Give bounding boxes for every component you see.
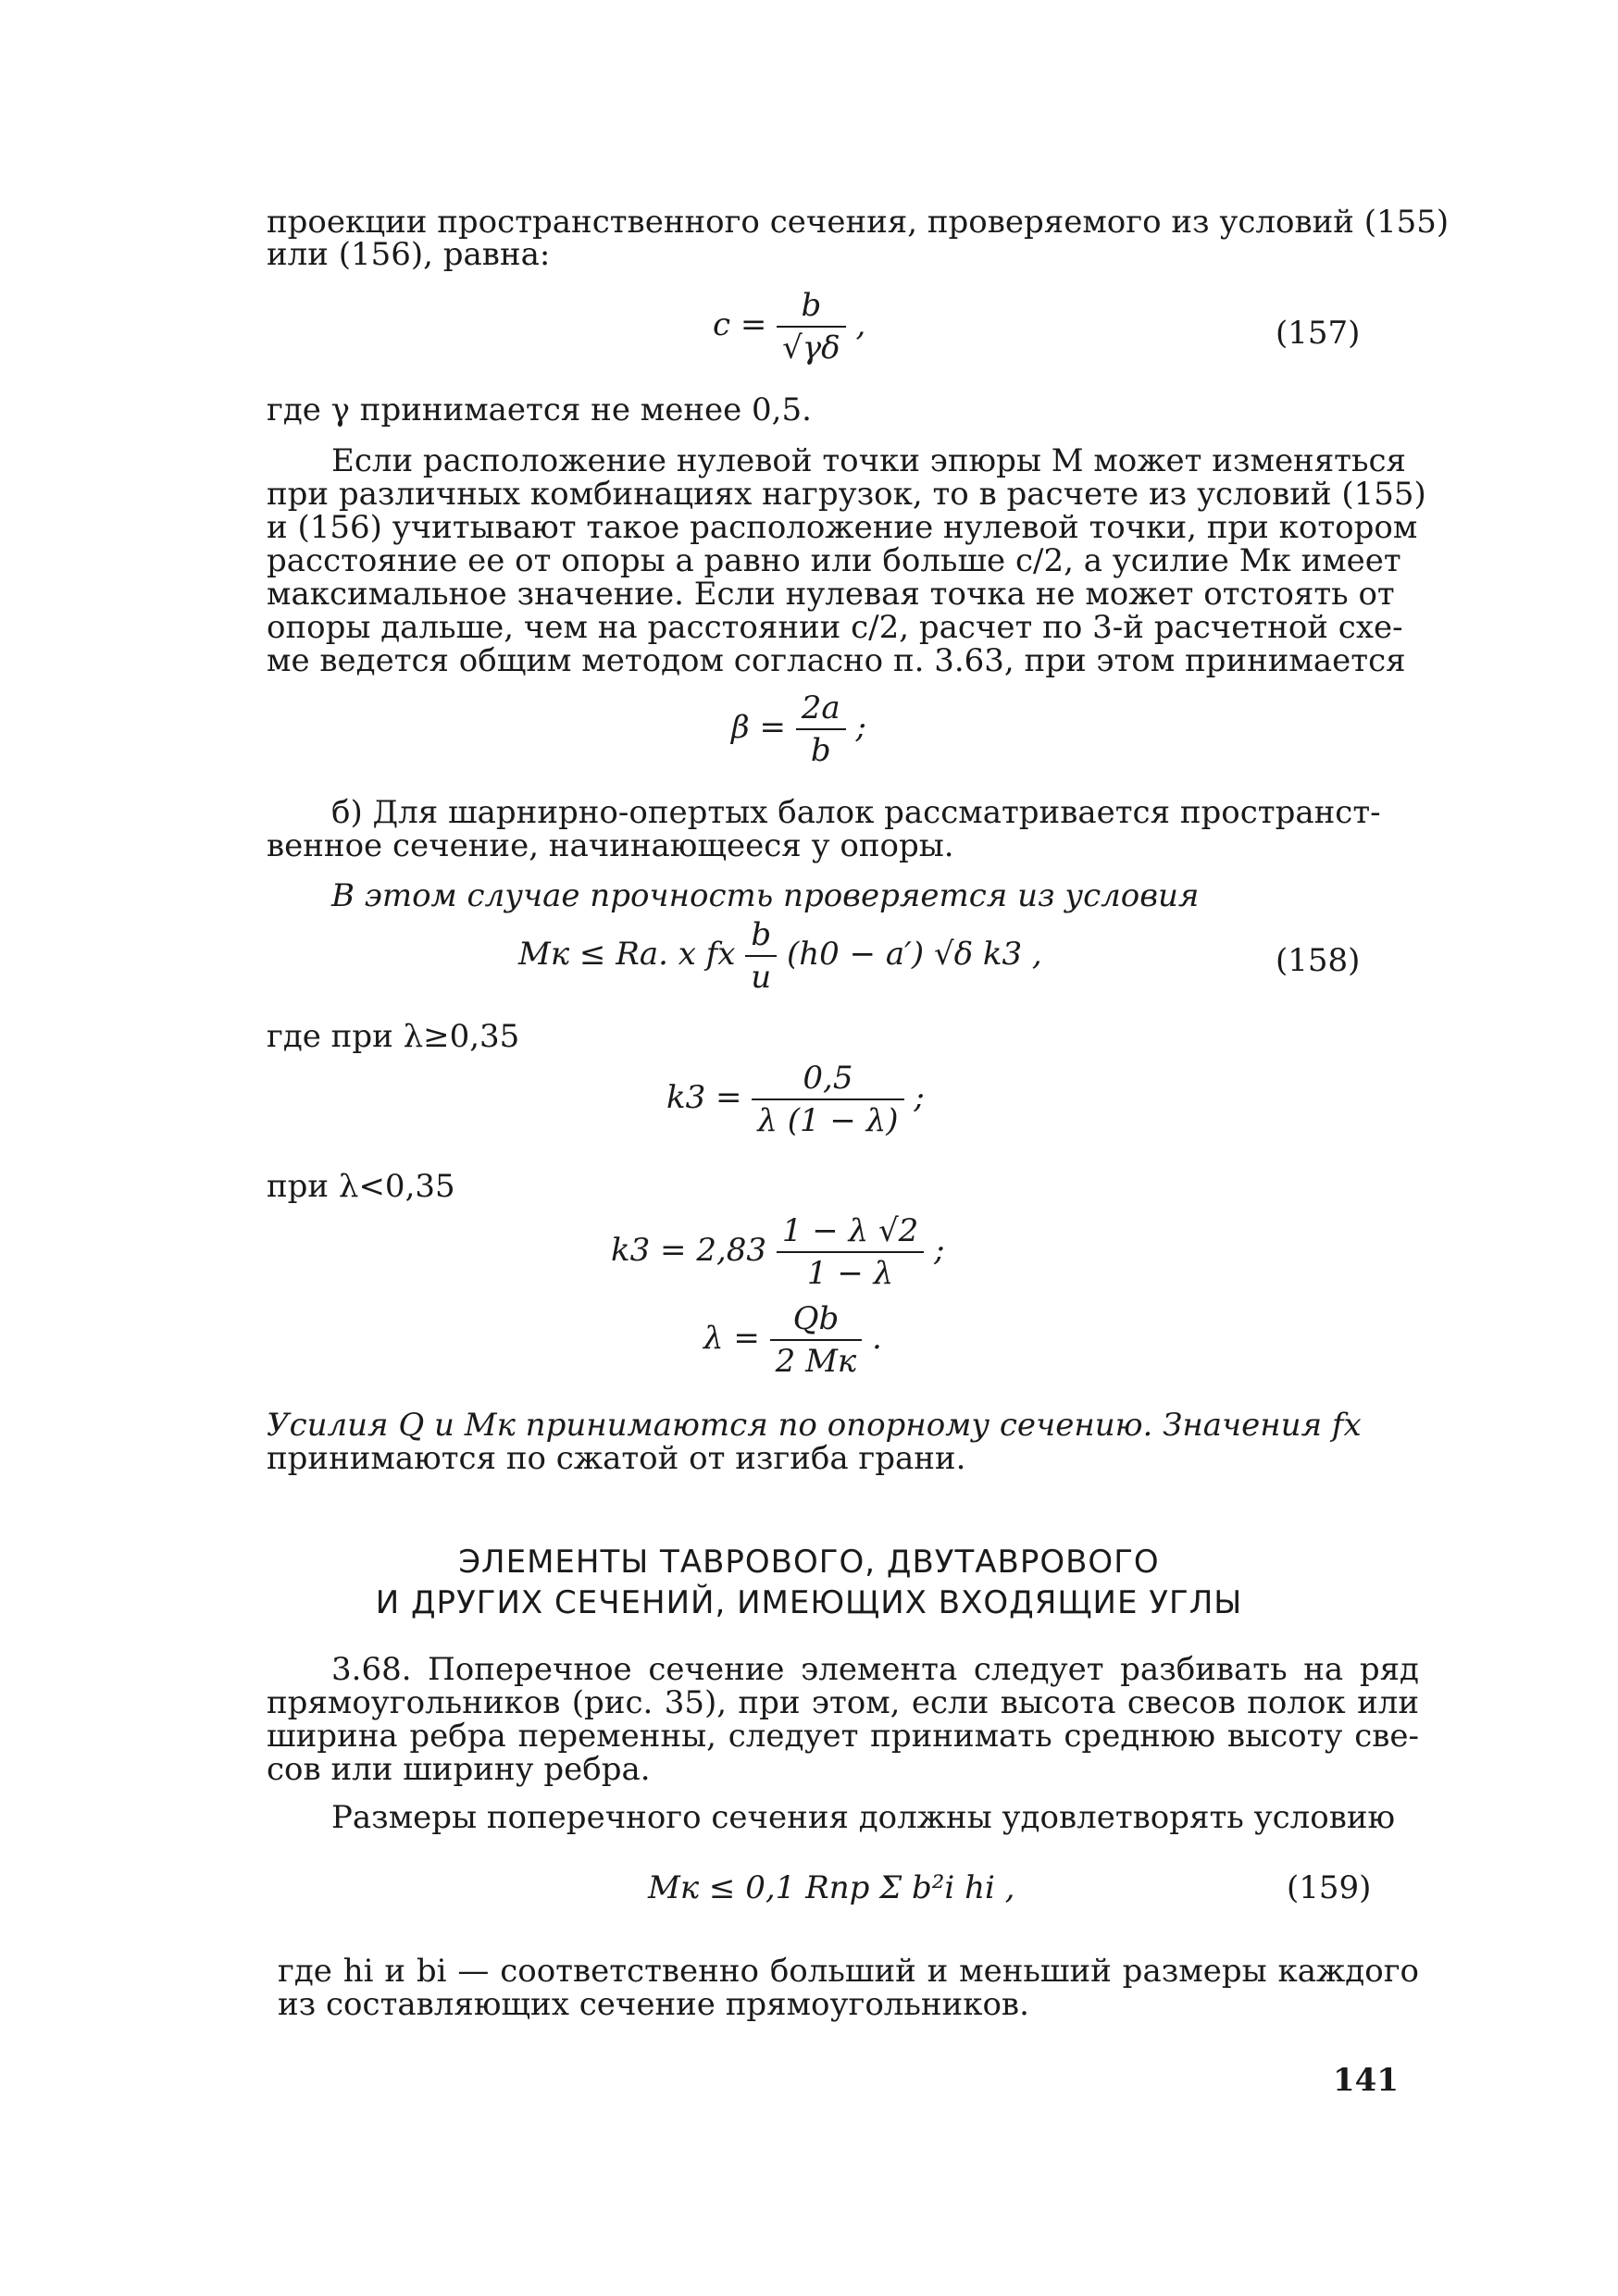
eq-numerator: 1 − λ √2 (777, 1212, 924, 1253)
text-line: ширина ребра переменны, следует принимать среднюю высоту све- (267, 1718, 1419, 1755)
eq-tail: . (872, 1320, 882, 1357)
eq-tail: ; (855, 709, 866, 746)
section-heading-line-1: ЭЛЕМЕНТЫ ТАВРОВОГО, ДВУТАВРОВОГО (458, 1544, 1160, 1581)
eq-numerator: 2a (796, 689, 846, 730)
text-line: Усилия Q и Mк принимаются по опорному сечению. Значения fх (267, 1407, 1362, 1444)
eq-denominator: u (751, 959, 772, 996)
equation-beta (731, 689, 866, 769)
eq-tail: , (855, 306, 866, 343)
eq-denominator: √γδ (782, 329, 840, 366)
eq-fraction (770, 1300, 863, 1380)
eq-numerator: Qb (770, 1300, 863, 1341)
text-line: расстояние ее от опоры a равно или больше c/2, а усилие Mк имеет (267, 542, 1401, 579)
eq-lhs: k3 = 2,83 (611, 1232, 767, 1269)
equation-lambda (703, 1300, 882, 1380)
eq-tail: ; (934, 1232, 945, 1269)
eq-fraction (752, 1060, 903, 1139)
text-line: ме ведется общим методом согласно п. 3.63, при этом принимается (267, 642, 1406, 679)
equation-number: (158) (1276, 942, 1361, 979)
equation-k3a (666, 1060, 925, 1139)
eq-lhs: k3 = (666, 1079, 742, 1116)
eq-fraction (777, 287, 845, 366)
eq-lhs: c = (713, 306, 767, 343)
text-line: где при λ≥0,35 (267, 1018, 520, 1055)
text-line: где hi и bi — соответственно больший и меньший размеры каждого (278, 1953, 1419, 1990)
eq-numerator: b (777, 287, 845, 328)
text-line: при λ<0,35 (267, 1168, 455, 1205)
equation-159: Mк ≤ 0,1 Rпр Σ b²i hi , (648, 1869, 1015, 1906)
text-line: проекции пространственного сечения, проверяемого из условий (155) (267, 204, 1450, 241)
text-line: при различных комбинациях нагрузок, то в расчете из условий (155) (267, 476, 1426, 513)
eq-denominator: 1 − λ (806, 1255, 894, 1292)
eq-fraction (745, 916, 777, 996)
text-line: сов или ширину ребра. (267, 1751, 651, 1788)
page-number: 141 (1333, 2062, 1399, 2099)
text-line: принимаются по сжатой от изгиба грани. (267, 1440, 966, 1477)
text-line: где γ принимается не менее 0,5. (267, 391, 812, 428)
eq-fraction (796, 689, 846, 769)
eq-denominator: b (810, 732, 831, 769)
eq-denominator: λ (1 − λ) (757, 1102, 899, 1139)
text-line: венное сечение, начинающееся у опоры. (267, 827, 954, 864)
equation-number: (159) (1287, 1869, 1372, 1906)
text-line: и (156) учитывают такое расположение нулевой точки, при котором (267, 509, 1418, 546)
text-line: Если расположение нулевой точки эпюры M может изменяться (331, 442, 1406, 479)
equation-158 (518, 916, 1042, 996)
text-line: опоры дальше, чем на расстоянии c/2, расчет по 3-й расчетной схе- (267, 609, 1403, 646)
text-line: б) Для шарнирно-опертых балок рассматривается пространст- (331, 794, 1381, 831)
text-line: прямоугольников (рис. 35), при этом, если высота свесов полок или (267, 1684, 1419, 1721)
eq-lhs: Mк ≤ Rа. х fх (518, 936, 736, 973)
eq-rest: (h0 − a′) √δ k3 , (786, 936, 1042, 973)
eq-lhs: λ = (703, 1320, 760, 1357)
equation-number: (157) (1276, 315, 1361, 352)
equation-157 (713, 287, 865, 366)
text-line: 3.68. Поперечное сечение элемента следует разбивать на ряд (331, 1651, 1419, 1688)
equation-k3b (611, 1212, 945, 1292)
eq-lhs: β = (731, 709, 786, 746)
text-line: или (156), равна: (267, 236, 551, 273)
eq-numerator: b (745, 916, 777, 957)
eq-denominator: 2 Mк (775, 1343, 857, 1380)
eq-fraction (777, 1212, 924, 1292)
eq-numerator: 0,5 (752, 1060, 903, 1100)
text-line: Размеры поперечного сечения должны удовлетворять условию (331, 1799, 1396, 1836)
eq-tail: ; (914, 1079, 925, 1116)
text-line: В этом случае прочность проверяется из условия (331, 877, 1200, 914)
text-line: из составляющих сечение прямоугольников. (278, 1986, 1029, 2023)
section-heading-line-2: И ДРУГИХ СЕЧЕНИЙ, ИМЕЮЩИХ ВХОДЯЩИЕ УГЛЫ (375, 1584, 1243, 1621)
text-line: максимальное значение. Если нулевая точка не может отстоять от (267, 576, 1395, 613)
